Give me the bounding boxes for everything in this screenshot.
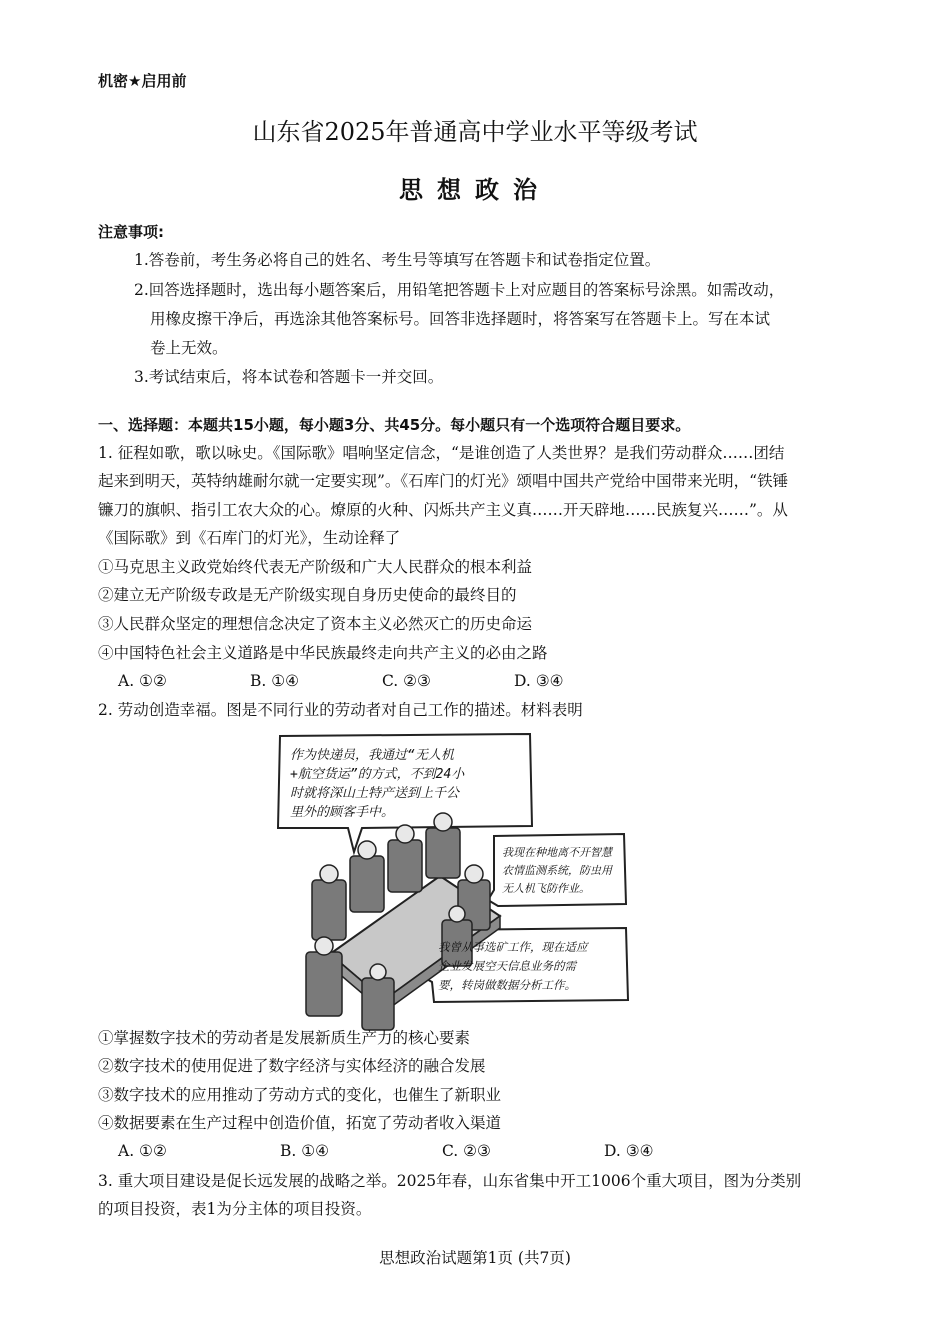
q1-option-b: B. ①④ [250, 672, 300, 690]
q1-stem-line: 《国际歌》到《石库门的灯光》，生动诠释了 [98, 529, 401, 547]
bubble-line: 作为快递员，我通过“无人机 [290, 748, 454, 763]
notice-heading: 注意事项: [98, 223, 164, 241]
bubble-line: 农情监测系统，防虫用 [502, 864, 612, 877]
notice-item: 卷上无效。 [150, 339, 228, 357]
notice-item: 用橡皮擦干净后，再选涂其他答案标号。回答非选择题时，将答案写在答题卡上。写在本试 [150, 310, 771, 328]
q1-statement: ②建立无产阶级专政是无产阶级实现自身历史使命的最终目的 [98, 586, 517, 604]
bubble-line: +航空货运”的方式，不到24小 [290, 767, 465, 782]
q2-statement: ②数字技术的使用促进了数字经济与实体经济的融合发展 [98, 1057, 486, 1075]
q3-stem-line: 3. 重大项目建设是促长远发展的战略之举。2025年春，山东省集中开工1006个重大项目，图为分类别 [98, 1172, 802, 1190]
speech-bubble-courier [290, 746, 464, 822]
notice-item: 3.考试结束后，将本试卷和答题卡一并交回。 [134, 368, 444, 386]
page-footer: 思想政治试题第1页 (共7页) [379, 1249, 571, 1267]
q2-statement: ③数字技术的应用推动了劳动方式的变化，也催生了新职业 [98, 1086, 502, 1104]
q2-option-a: A. ①② [118, 1142, 167, 1160]
q1-option-d: D. ③④ [514, 672, 564, 690]
bubble-line: 要，转岗做数据分析工作。 [438, 978, 576, 992]
q1-statement: ①马克思主义政党始终代表无产阶级和广大人民群众的根本利益 [98, 558, 533, 576]
bubble-line: 时就将深山土特产送到上千公 [290, 786, 460, 801]
q2-statement: ①掌握数字技术的劳动者是发展新质生产力的核心要素 [98, 1029, 471, 1047]
q1-stem-line: 镰刀的旗帜、指引工农大众的心。燎原的火种、闪烁共产主义真……开天辟地……民族复兴……”。从 [98, 501, 788, 519]
q1-statement: ③人民群众坚定的理想信念决定了资本主义必然灭亡的历史命运 [98, 615, 533, 633]
q1-stem-line: 起来到明天，英特纳雄耐尔就一定要实现”。《石库门的灯光》颂唱中国共产党给中国带来光明，“铁锤 [98, 472, 789, 490]
q2-option-b: B. ①④ [280, 1142, 330, 1160]
q1-option-c: C. ②③ [382, 672, 431, 690]
notice-item: 1.答卷前，考生务必将自己的姓名、考生号等填写在答题卡和试卷指定位置。 [134, 251, 661, 269]
q2-option-d: D. ③④ [604, 1142, 654, 1160]
section-heading: 一、选择题：本题共15小题，每小题3分、共45分。每小题只有一个选项符合题目要求。 [98, 416, 691, 434]
bubble-line: 我曾从事选矿工作，现在适应 [438, 940, 588, 954]
q1-stem-line: 1. 征程如歌，歌以咏史。《国际歌》唱响坚定信念，“是谁创造了人类世界？是我们劳动群众……团结 [98, 444, 785, 462]
bubble-line: 企业发展空天信息业务的需 [438, 959, 576, 973]
speech-bubble-farmer [502, 844, 612, 898]
q2-statement: ④数据要素在生产过程中创造价值，拓宽了劳动者收入渠道 [98, 1114, 502, 1132]
q1-statement: ④中国特色社会主义道路是中华民族最终走向共产主义的必由之路 [98, 644, 548, 662]
bubble-line: 里外的顾客手中。 [290, 805, 395, 820]
q1-option-a: A. ①② [118, 672, 167, 690]
q2-stem: 2. 劳动创造幸福。图是不同行业的劳动者对自己工作的描述。材料表明 [98, 701, 583, 719]
bubble-line: 无人机飞防作业。 [502, 882, 590, 895]
exam-title: 山东省2025年普通高中学业水平等级考试 [252, 118, 698, 146]
bubble-line: 我现在种地离不开智慧 [502, 846, 612, 859]
q2-illustration [262, 730, 630, 1036]
confidential-label: 机密★启用前 [98, 72, 187, 90]
q3-stem-line: 的项目投资，表1为分主体的项目投资。 [98, 1200, 372, 1218]
speech-bubble-analyst [438, 938, 588, 995]
q2-option-c: C. ②③ [442, 1142, 491, 1160]
subject-title: 思想政治 [399, 176, 551, 204]
notice-item: 2.回答选择题时，选出每小题答案后，用铅笔把答题卡上对应题目的答案标号涂黑。如需改动， [134, 281, 785, 299]
